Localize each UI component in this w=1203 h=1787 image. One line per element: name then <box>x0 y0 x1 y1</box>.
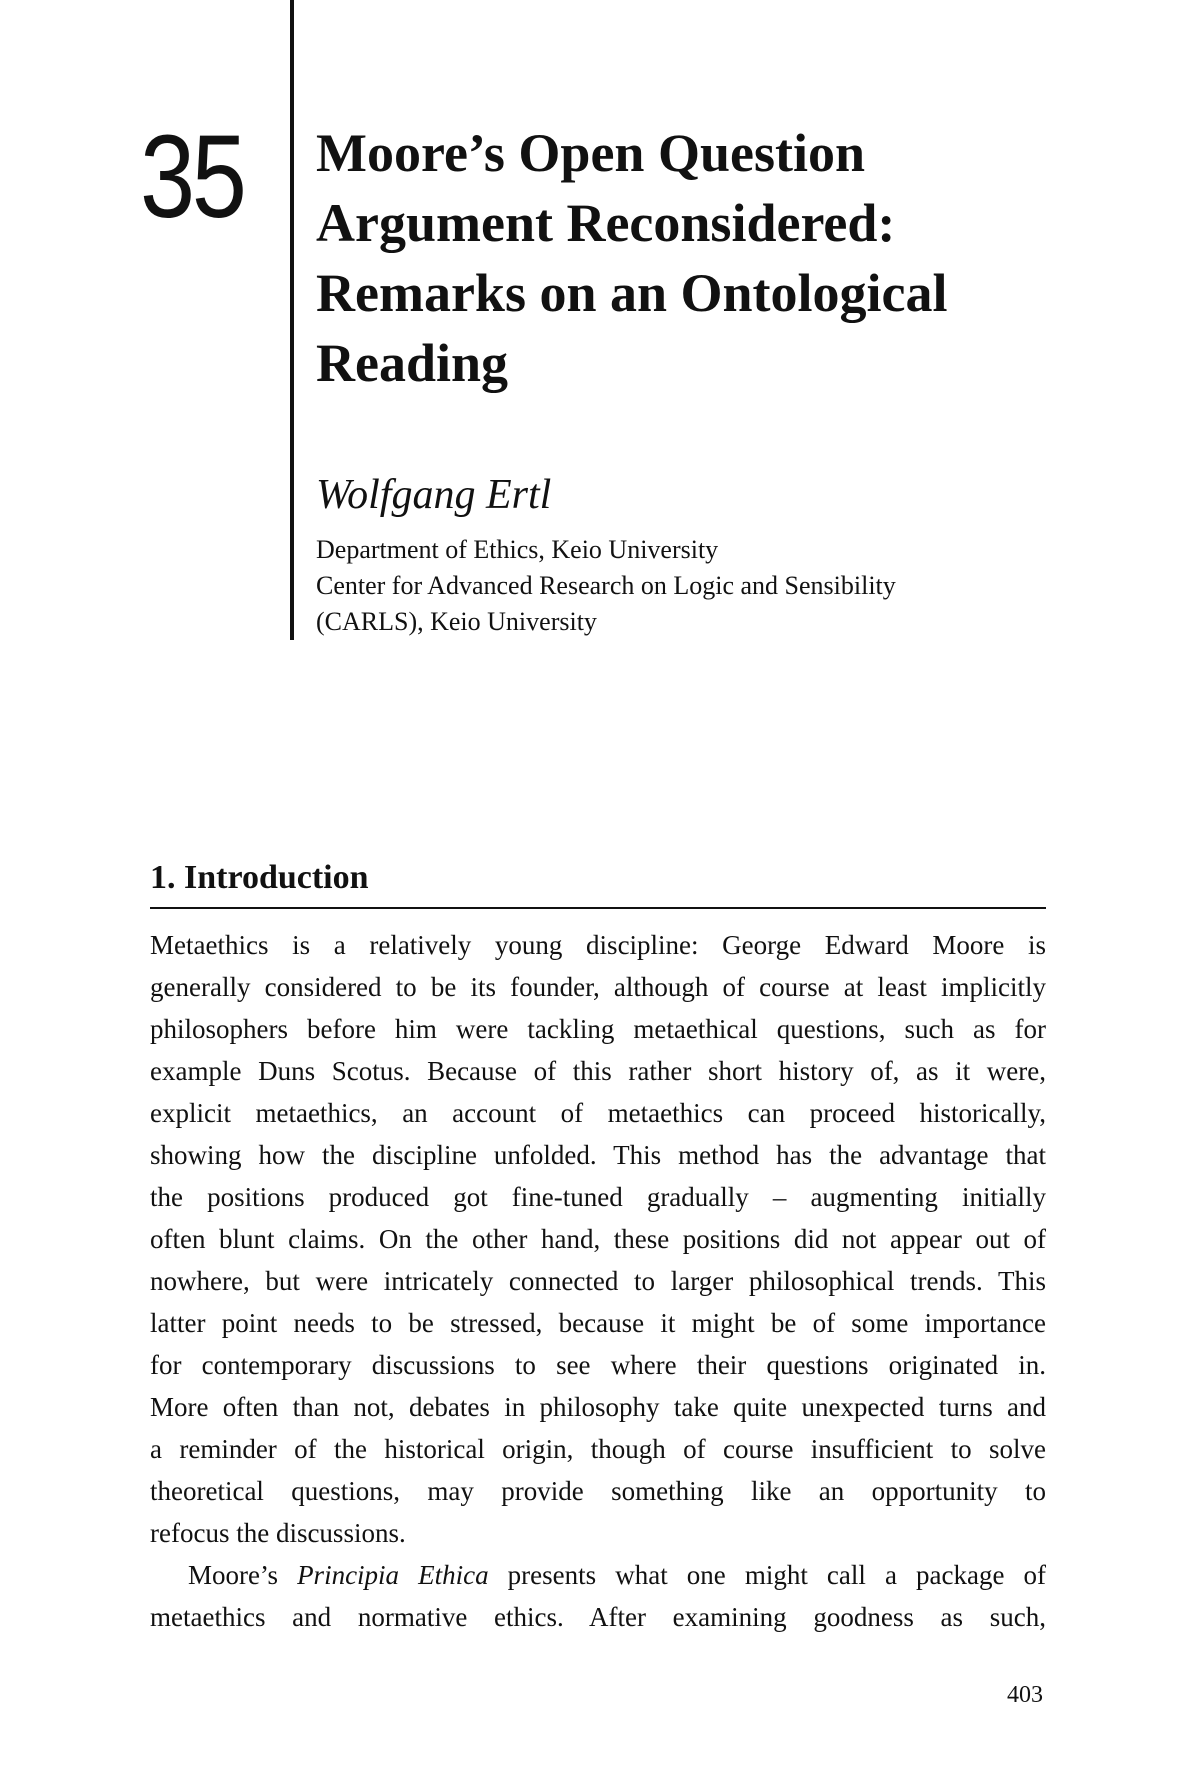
book-title-italic: Principia Ethica <box>297 1560 489 1590</box>
body-line: showing how the discipline unfolded. This method has the advantage that <box>150 1140 1046 1170</box>
page-number: 403 <box>1007 1682 1043 1708</box>
paragraph2-text: presents what one might call a package of <box>488 1560 1046 1590</box>
chapter-title-line: Argument Reconsidered: <box>316 193 896 253</box>
chapter-title <box>316 118 1076 398</box>
body-line: nowhere, but were intricately connected to larger philosophical trends. This <box>150 1266 1046 1296</box>
paragraph2-text: Moore’s <box>188 1560 298 1590</box>
paragraph2-first-line <box>150 1554 1046 1596</box>
body-line: refocus the discussions. <box>150 1518 406 1548</box>
body-line: metaethics and normative ethics. After examining goodness as such, <box>150 1602 1046 1632</box>
body-line: theoretical questions, may provide something like an opportunity to <box>150 1476 1046 1506</box>
body-text <box>150 924 1046 1638</box>
body-line: generally considered to be its founder, although of course at least implicitly <box>150 972 1046 1002</box>
body-line: often blunt claims. On the other hand, these positions did not appear out of <box>150 1224 1046 1254</box>
author-name: Wolfgang Ertl <box>316 472 552 518</box>
body-line: example Duns Scotus. Because of this rather short history of, as it were, <box>150 1056 1046 1086</box>
body-line: a reminder of the historical origin, though of course insufficient to solve <box>150 1434 1046 1464</box>
chapter-number: 35 <box>140 111 244 243</box>
body-line: philosophers before him were tackling metaethical questions, such as for <box>150 1014 1046 1044</box>
author-affiliation <box>316 532 1096 640</box>
body-line: explicit metaethics, an account of metaethics can proceed historically, <box>150 1098 1046 1128</box>
affiliation-line: Center for Advanced Research on Logic and Sensibility <box>316 571 896 600</box>
body-line: Metaethics is a relatively young discipline: George Edward Moore is <box>150 930 1046 960</box>
chapter-divider-rule <box>290 0 294 640</box>
affiliation-line: (CARLS), Keio University <box>316 607 597 636</box>
section-heading: 1. Introduction <box>150 858 1046 909</box>
chapter-title-line: Remarks on an Ontological <box>316 263 948 323</box>
chapter-title-line: Reading <box>316 333 509 393</box>
chapter-title-line: Moore’s Open Question <box>316 123 865 183</box>
body-line: More often than not, debates in philosophy take quite unexpected turns and <box>150 1392 1046 1422</box>
body-line: latter point needs to be stressed, because it might be of some importance <box>150 1308 1046 1338</box>
body-line: the positions produced got fine-tuned gradually – augmenting initially <box>150 1182 1046 1212</box>
affiliation-line: Department of Ethics, Keio University <box>316 535 719 564</box>
body-line: for contemporary discussions to see where their questions originated in. <box>150 1350 1046 1380</box>
